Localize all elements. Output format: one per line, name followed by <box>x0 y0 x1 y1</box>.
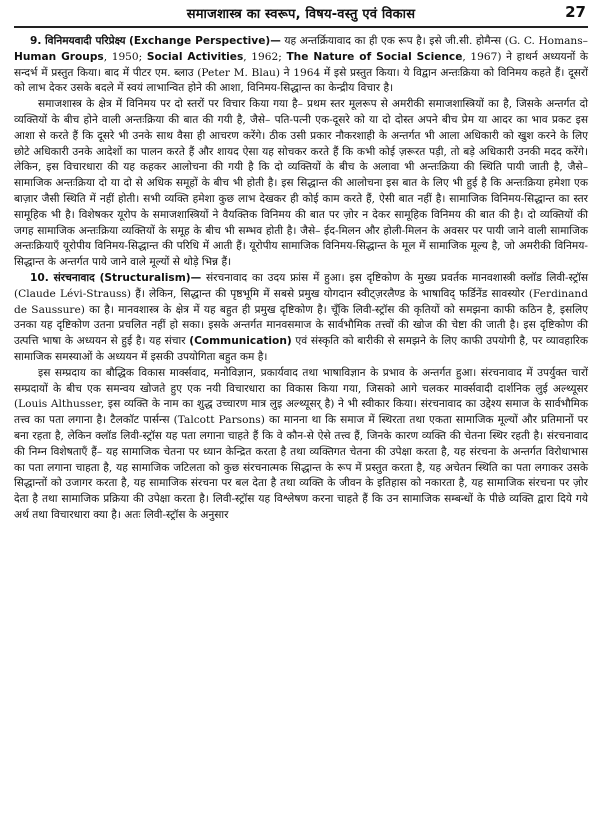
book-title-nature-of-social-science: The Nature of Social Science <box>286 50 463 63</box>
section-9-text-c: , 1950; <box>103 50 147 63</box>
section-10-heading: संरचनावाद <box>53 271 95 284</box>
section-9-text-d: , 1962; <box>243 50 287 63</box>
section-10-paragraph-2: इस सम्प्रदाय का बौद्धिक विकास मार्क्सवाद, मनोविज्ञान, प्रकार्यवाद तथा भाषाविज्ञान के प्रभाव के अन्तर्गत हुआ। संरचनावाद में उपर्युक्त चारों सम्प्रदायों के बीच एक समन्वय खोजते हुए एक नयी विचारधारा का विकास किया गया, जिसको आगे चलकर मार्क्सवादी दार्शनिक लुई अल्थ्यूसर (Louis Althusser, इस व्यक्ति के नाम का शुद्ध उच्चारण मात्र लुइ अल्थ्यूसर् है) ने भी स्वीकार किया। संरचनावाद का उद्देश्य समाज के सार्वभौमिक तत्त्व का पता लगाना है। टैलकॉट पार्सन्स (Talcott Parsons) का मानना था कि समाज में स्थिरता तथा एकता सामाजिक मूल्यों और प्रतिमानों पर बना रहता है, लेकिन क्लॉड लिवी-स्ट्रॉस यह पता लगाना चाहते हैं कि वे कौन-से ऐसे तत्त्व हैं, जिनके कारण व्यक्ति की चेतना स्थिर रहती है। संरचनावाद की निम्न विशेषताएँ हैं– यह सामाजिक चेतना पर ध्यान केन्द्रित करता है तथा व्यक्तिगत चेतना की उपेक्षा करता है, यह संरचना के अन्तर्गत विरोधाभास का पता लगाना चाहता है, यह सामाजिक जटिलता को कुछ संरचनात्मक सिद्धान्त के रूप में प्रस्तुत करता है, यह अचेतन स्थिति का पता लगाकर उसके सिद्धान्तों को उजागर करता है, यह सामाजिक संरचना पर बल देता है तथा व्यक्ति के जीवन के इतिहास को नकारता है, यह सामाजिक संरचना पर ज़ोर देता है तथा सामाजिक प्रक्रिया की उपेक्षा करता है। लिवी-स्ट्रॉस यह विश्लेषण करना चाहते हैं कि उन सामाजिक सम्बन्धों के पीछे व्यक्ति द्वारा दिये गये अर्थ तथा विचारधारा क्या है। अतः लिवी-स्ट्रॉस के अनुसार <box>14 366 588 521</box>
section-10-text-end: एवं संस्कृति को बारीकी से समझने के लिए काफी उपयोगी है, पर व्यावहारिक सामाजिक समस्याओं के अध्ययन में इसकी उपयोगिता बहुत कम है। <box>14 335 588 363</box>
section-10-paragraph-1 <box>14 271 588 366</box>
section-9-paragraph-2: समाजशास्त्र के क्षेत्र में विनिमय पर दो स्तरों पर विचार किया गया है– प्रथम स्तर मूलरूप से अमरीकी समाजशास्त्रियों का है, जिसके अन्तर्गत दो व्यक्तियों के बीच होने वाली अन्तःक्रिया की बात की गयी है, जैसे– पति-पत्नी एक-दूसरे को या दो दोस्त अपने बीच प्रेम या आदर का भाव प्रकट इस आशा से करते हैं कि दूसरे भी उनके साथ वैसा ही आचरण करेंगे। ठीक उसी प्रकार नौकरशाही के अन्तर्गत भी आला अधिकारी को खुश करने के लिए छोटे अधिकारी उनके आदेशों का पालन करते हैं और शायद ऐसा यह सोचकर करते हैं कि कभी कोई ज़रूरत पड़ी, तो बड़े अधिकारी उनकी मदद करेंगे। लेकिन, इस विचारधारा की यह कहकर आलोचना की गयी है कि दो व्यक्तियों के बीच के अलावा भी अन्तःक्रिया की स्थिति पायी जाती है, जैसे– सामाजिक अन्तःक्रिया दो या दो से अधिक समूहों के बीच भी होती है। इस सिद्धान्त की आलोचना इस बात के लिए भी हुई है कि अन्तःक्रिया हमेशा एक बाज़ार जैसी स्थिति में नहीं होती। सभी व्यक्ति हमेशा कुछ लाभ देखकर ही कोई काम करते हैं, ऐसी बात नहीं है। सामाजिक विनिमय-सिद्धान्त का स्तर सामूहिक भी है। विशेषकर यूरोप के समाजशास्त्रियों ने वैयक्तिक विनिमय की बात पर ज़ोर न देकर सामूहिक विनिमय की बात की है। दो व्यक्तियों की जगह सामाजिक अन्तःक्रिया व्यक्तियों के समूह के बीच भी सम्भव होती है। जैसे– ईद-मिलन और होली-मिलन के अवसर पर पायी जाने वाली सामाजिक अन्तःक्रियाएँ यूरोपीय विनिमय-सिद्धान्त की परिधि में आती हैं। यूरोपीय सामाजिक विनिमय-सिद्धान्त के मूल में सामाजिक मूल्य है, जो अमरीकी विनिमय-सिद्धान्त के अन्तर्गत पाये जाने वाले मूल्यों से थोड़े भिन्न हैं। <box>14 98 588 269</box>
section-9-heading-english: (Exchange Perspective)— <box>129 35 281 47</box>
section-10-text-a: संरचनावाद का उदय फ्रांस में हुआ। इस दृष्टिकोण के मुख्य प्रवर्तक मानवशास्त्री क्लॉड लिवी-स्ट्रॉस (Claude Lévi-Strauss) हैं। लेकिन, सिद्धान्त की पृष्ठभूमि में सबसे प्रमुख योगदान स्वीट्ज़रलैण्ड के भाषाविद् फर्डिनेंड सावस्योर (Ferdinand de Saussure) का है। मानवशास्त्र के क्षेत्र में यह बहुत ही प्रमुख दृष्टिकोण है। चूँकि लिवी-स्ट्रॉस की कृतियों को समझना काफी कठिन है, इसलिए उनका यह दृष्टिकोण उतना प्रचलित नहीं हो सका। इसके अन्तर्गत मानवसमाज के सार्वभौमिक तत्त्वों की खोज की चेष्टा की जाती है। इस दृष्टिकोण की उत्पत्ति भाषा के अध्ययन से हुई है। यह संचार <box>14 271 589 348</box>
section-9-paragraph-1 <box>14 34 588 97</box>
book-title-social-activities: Social Activities <box>146 50 244 63</box>
communication-term: (Communication) <box>189 335 292 348</box>
running-head: समाजशास्त्र का स्वरूप, विषय-वस्तु एवं विकास <box>186 7 416 22</box>
section-10-heading-english: (Structuralism)— <box>99 271 202 284</box>
section-9-text-e: , 1967) ने हाथर्न अध्ययनों के सन्दर्भ में प्रस्तुत किया। बाद में पीटर एम. ब्लाउ (Peter M. Blau) ने 1964 में इसे प्रस्तुत किया। ये विद्वान अन्तःक्रिया को विनिमय कहते हैं। दूसरों को लाभ देकर उसके बदले में स्वयं लाभान्वित होने की आशा, विनिमय-सिद्धान्त का केन्द्रीय विचार है। <box>14 50 588 95</box>
section-9-text-a: यह अन्तर्क्रियावाद का ही एक रूप है। इसे जी.सी. होमैन्स (G. C. Homans– <box>280 35 588 47</box>
book-title-human-groups: Human Groups <box>14 50 104 63</box>
page-header <box>14 0 588 28</box>
page-number: 27 <box>565 3 586 21</box>
section-9-heading: विनिमयवादी परिप्रेक्ष्य <box>44 35 126 47</box>
section-10-number: 10. <box>30 271 49 284</box>
section-9-number: 9. <box>30 35 42 47</box>
page-body <box>14 34 588 524</box>
